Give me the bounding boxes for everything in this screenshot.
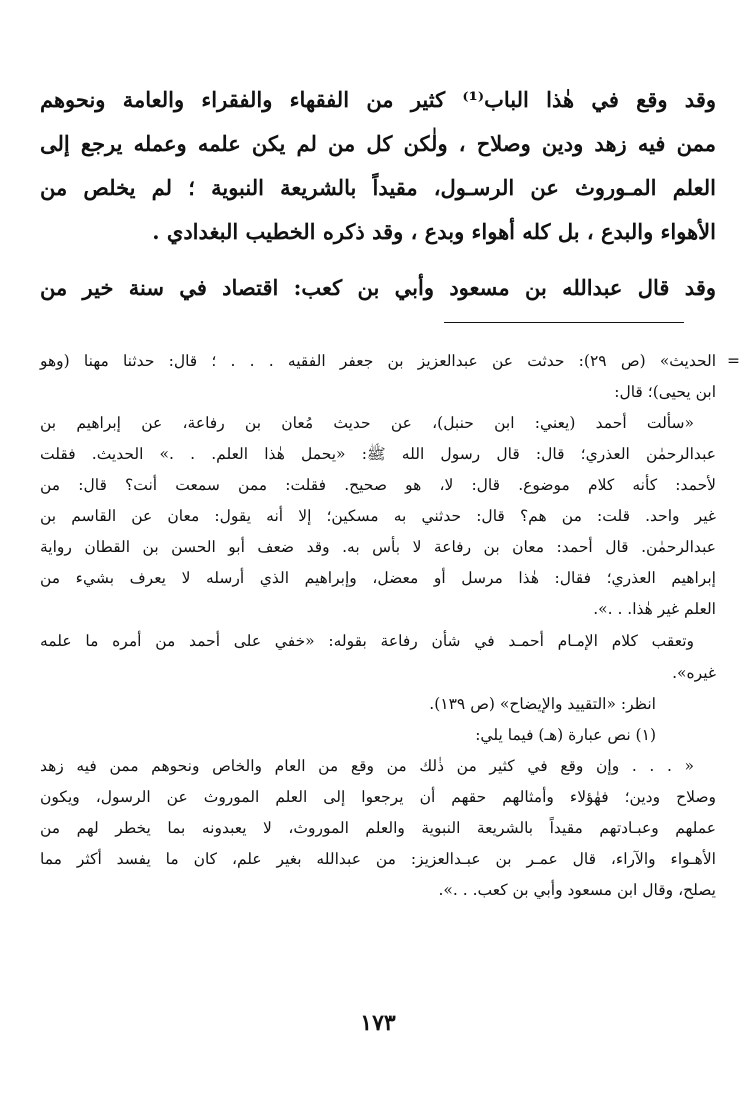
- continuation-marker: =: [727, 352, 740, 370]
- footnote-line: (١) نص عبارة (هـ) فيما يلي:: [475, 726, 656, 744]
- footnote-divider: [444, 322, 684, 323]
- footnote-line: لأحمد: كأنه كلام موضوع. قال: لا، هو صحيح. فقلت: ممن سمعت أنت؟ قال: من: [40, 476, 716, 494]
- main-line: وقد قال عبدالله بن مسعود وأبي بن كعب: اقتصاد في سنة خير من: [40, 275, 716, 300]
- footnote-line: إبراهيم العذري؛ فقال: هٰذا مرسل أو معضل، وإبراهيم الذي أرسله لا يعرف بشيء من: [40, 569, 716, 587]
- footnote-line: وتعقب كلام الإمـام أحمـد في شأن رفاعة بقوله: «خفي على أحمد من أمره ما علمه: [40, 632, 694, 650]
- footnote-line: عبدالرحمٰن العذري؛ قال: قال رسول الله ﷺ: «يحمل هٰذا العلم. . .» الحديث. فقلت: [40, 445, 716, 463]
- footnote-line: « . . . وإن وقع في كثير من ذٰلك من وقع من العام والخاص ونحوهم ممن فيه زهد: [40, 757, 694, 775]
- footnote-line: «سألت أحمد (يعني: ابن حنبل)، عن حديث مُعان بن رفاعة، عن إبراهيم بن: [40, 414, 694, 432]
- main-text: [40, 78, 716, 310]
- footnote-line: غير واحد. قلت: من هم؟ قال: حدثني به مسكين؛ إلا أنه يقول: معان عن القاسم بن: [40, 507, 716, 525]
- page-number: ١٧٣: [360, 1010, 396, 1036]
- main-line: الأهواء والبدع ، بل كله أهواء وبدع ، وقد ذكره الخطيب البغدادي .: [152, 219, 716, 244]
- footnote-line: ابن يحيى)؛ قال:: [614, 383, 716, 401]
- footnote-line: انظر: «التقييد والإيضاح» (ص ١٣٩).: [429, 695, 656, 713]
- footnote-line: عبدالرحمٰن. قال أحمد: معان بن رفاعة لا بأس به. وقد ضعف أبو الحسن بن القطان رواية: [40, 538, 716, 556]
- footnote-line: العلم غير هٰذا. . .».: [593, 600, 716, 618]
- main-line: ممن فيه زهد ودين وصلاح ، ولٰكن كل من لم يكن علمه وعمله يرجع إلى: [40, 131, 716, 156]
- footnotes: [40, 346, 740, 906]
- footnote-line: غيره».: [672, 664, 716, 682]
- footnote-line: الأهـواء والآراء، قال عمـر بن عبـدالعزيز: من عبدالله بغير علم، كان ما يفسد أكثر مما: [40, 850, 716, 868]
- footnote-line: عملهم وعبـادتهم مقيداً بالشريعة النبوية والعلم الموروث، لا يعبدونه بما يخطر لهم من: [40, 819, 716, 837]
- main-line: العلم المـوروث عن الرسـول، مقيداً بالشريعة النبوية ؛ لم يخلص من: [40, 175, 716, 200]
- footnote-line: يصلح، وقال ابن مسعود وأبي بن كعب. . .».: [438, 881, 716, 899]
- main-line: وقد وقع في هٰذا الباب⁽¹⁾ كثير من الفقهاء والفقراء والعامة ونحوهم: [40, 87, 716, 112]
- footnote-line: [40, 346, 740, 377]
- footnote-line: وصلاح ودين؛ فهٰؤلاء وأمثالهم حقهم أن يرجعوا إلى العلم الموروث عن الرسول، ويكون: [40, 788, 716, 806]
- footnote-line-text: الحديث» (ص ٢٩): حدثت عن عبدالعزيز بن جعفر الفقيه . . . ؛ قال: حدثنا مهنا (وهو: [40, 352, 717, 370]
- main-paragraph-2: [40, 266, 716, 310]
